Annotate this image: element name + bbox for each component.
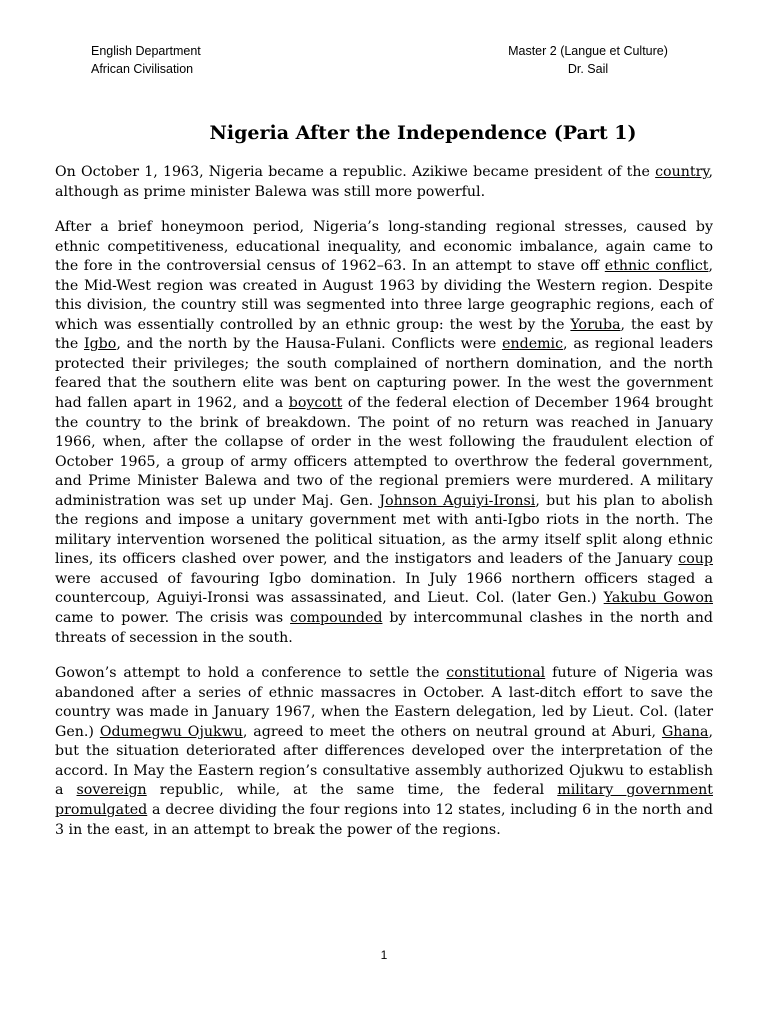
- paragraph-text: came to power. The crisis was: [55, 610, 291, 627]
- hyperlink[interactable]: boycott: [288, 395, 343, 412]
- hyperlink[interactable]: promulgated: [55, 801, 148, 818]
- hyperlink[interactable]: compounded: [290, 610, 383, 627]
- paragraph-text: a decree dividing the four regions into 12 states, including 6 in the north and 3 in the east, in an attempt to break the power of the regions.: [55, 801, 713, 838]
- course-label: African Civilisation: [91, 62, 194, 76]
- header-row-2: [91, 60, 673, 78]
- paragraph-text: republic, while, at the same time, the federal: [146, 782, 558, 799]
- hyperlink[interactable]: coup: [678, 551, 713, 568]
- instructor-label: Dr. Sail: [567, 62, 609, 76]
- program-label: Master 2 (Langue et Culture): [508, 44, 668, 58]
- paragraph-text: future of Nigeria was abandoned after a series of ethnic massacres in October. A last-ditch effort to save the country was made in January 1967, when the Eastern delegation, led by Lieut. Col. (later Gen.): [55, 665, 713, 740]
- document-body: [55, 163, 713, 856]
- hyperlink[interactable]: sovereign: [76, 782, 147, 799]
- paragraph: [55, 218, 713, 648]
- hyperlink[interactable]: Yakubu Gowon: [603, 590, 713, 607]
- hyperlink[interactable]: Odumegwu Ojukwu: [99, 723, 243, 740]
- paragraph: [55, 664, 713, 840]
- paragraph-text: Gowon’s attempt to hold a conference to settle the: [55, 665, 447, 682]
- paragraph-text: , agreed to meet the others on neutral ground at Aburi,: [242, 723, 662, 740]
- hyperlink[interactable]: Johnson Aguiyi-Ironsi: [379, 492, 536, 509]
- hyperlink[interactable]: Yoruba: [570, 316, 621, 333]
- document-title: Nigeria After the Independence (Part 1): [209, 122, 637, 144]
- paragraph-text: , although as prime minister Balewa was still more powerful.: [55, 164, 713, 200]
- paragraph-text: , the east by the: [55, 316, 713, 353]
- hyperlink[interactable]: ethnic conflict: [604, 258, 709, 275]
- header-row-1: [91, 42, 673, 60]
- paragraph-text: were accused of favouring Igbo domination. In July 1966 northern officers staged a countercoup, Aguiyi-Ironsi was assassinated, and Lieut. Col. (later Gen.): [55, 570, 713, 607]
- department-label: English Department: [91, 44, 201, 58]
- paragraph: [55, 163, 713, 202]
- page-number: 1: [380, 948, 388, 962]
- document-header: [91, 42, 673, 78]
- paragraph-text: , and the north by the Hausa-Fulani. Conflicts were: [116, 336, 503, 353]
- hyperlink[interactable]: military government: [557, 782, 713, 799]
- paragraph-text: After a brief honeymoon period, Nigeria’s long-standing regional stresses, caused by ethnic competitiveness, educational inequality, and economic imbalance, again came to the fore in the controversial census of 1962–63. In an attempt to stave off: [55, 219, 713, 275]
- hyperlink[interactable]: country: [655, 164, 709, 180]
- hyperlink[interactable]: endemic: [502, 336, 564, 353]
- paragraph-text: , as regional leaders protected their privileges; the south complained of northern domination, and the north feared that the southern elite was bent on capturing power. In the west the government had fallen apart in 1962, and a: [55, 336, 713, 412]
- paragraph-text: by intercommunal clashes in the north and threats of secession in the south.: [55, 610, 713, 646]
- paragraph-text: , the Mid-West region was created in August 1963 by dividing the Western region. Despite this division, the country still was segmented into three large geographic regions, each of which was essentially controlled by an ethnic group: the west by the: [55, 258, 713, 333]
- paragraph-text: , but his plan to abolish the regions and impose a unitary government met with anti-Igbo riots in the north. The military intervention worsened the political situation, as the army itself split along ethnic lines, its officers clashed over power, and the instigators and leaders of the January: [55, 492, 714, 568]
- paragraph-text: , but the situation deteriorated after differences developed over the interpretation of the accord. In May the Eastern region’s consultative assembly authorized Ojukwu to establish a: [55, 723, 713, 799]
- hyperlink[interactable]: Igbo: [84, 336, 117, 353]
- paragraph-text: On October 1, 1963, Nigeria became a republic. Azikiwe became president of the: [55, 164, 656, 180]
- paragraph-text: of the federal election of December 1964 brought the country to the brink of breakdown. The point of no return was reached in January 1966, when, after the collapse of order in the west following the fraudulent election of October 1965, a group of army officers attempted to overthrow the federal government, and Prime Minister Balewa and two of the regional premiers were murdered. A military administration was set up under Maj. Gen.: [55, 395, 713, 509]
- hyperlink[interactable]: constitutional: [446, 665, 546, 682]
- hyperlink[interactable]: Ghana: [661, 723, 709, 740]
